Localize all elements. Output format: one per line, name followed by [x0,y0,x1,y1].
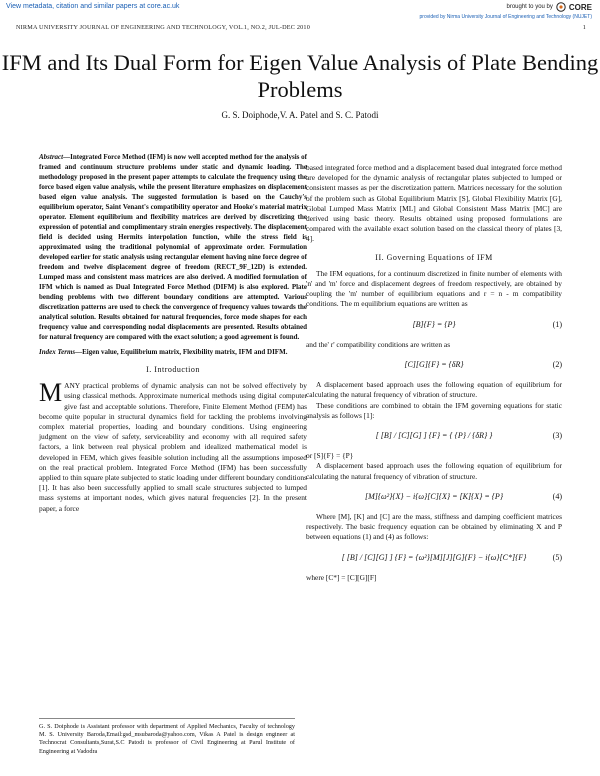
abstract-text: —Integrated Force Method (IFM) is now well accepted method for the analysis of framed and continuum structure problems under static and dynamic loading. The methodology proposed in the present paper attempts to calculate the frequency using the force based eigen value analysis, while the present literature emphasizes on displacement based eigen value analysis. The suggested formulation is based on the Cauchy's equilibrium operator, Saint Venant's compatibility operator and Hooke's material matrix operator. Element equilibrium and flexibility matrices are derived by discretizing the expression of potential and complimentary strain energies respectively. The displacement field is decided using Hermits interpolation function, while the stress field is approximated using the traditional polynomial of approximate order. Formulation developed earlier for static analysis using rectangular element having nine force degree of freedom and twelve displacement degree of freedom (RECT_9F_12D) is extended. Lumped mass and consistent mass matrices are also derived. A modified formulation of IFM which is named as Dual Integrated Force Method (DIFM) is also explored. Plate bending problems with two different boundary conditions are attempted. Various discretization patterns are used to check the convergence of frequency values towards the analytical solution. Results obtained for natural frequencies, force mode shapes for each frequency value and corresponding nodal displacements are presented. Results obtained for natural frequency are compared with the exact solution; a good agreement is found. [39,153,307,341]
paper-title: IFM and Its Dual Form for Eigen Value Analysis of Plate Bending Problems [1,50,599,102]
provided-by-link[interactable]: provided by Nirma University Journal of Engineering and Technology (NUJET) [419,14,592,20]
abstract-lead: Abstract [39,153,64,161]
equation-number: (2) [552,360,562,370]
equation-3 [306,431,562,441]
paragraph: where [C*] = [C][G][F] [306,572,377,582]
paragraph: These conditions are combined to obtain the IFM governing equations for static analysis as follows [1]: [306,400,562,420]
left-column [39,152,307,514]
equation-body: [ [B] / [C][G] ] {F} = {ω²}[M][J][G]{F} − i{ω}[C*]{F} [341,552,527,562]
equation-number: (5) [552,552,562,562]
introduction-paragraph [39,378,307,514]
page-number: 1 [582,24,586,31]
equation-5 [306,553,562,563]
equation-2 [306,360,562,370]
core-logo-icon [556,2,566,12]
section-heading: II. Governing Equations of IFM [375,252,493,262]
core-banner [0,0,600,14]
equation-4 [306,492,562,502]
equation-body: [B]{F} = {P} [412,319,456,329]
author-footnote: G. S. Doiphode is Assistant professor with department of Applied Mechanics, Faculty of technology M. S. University Baroda,Email:gsd_msubaroda@yahoo.com, Vikas A Patel is design engineer at Technocrat Consultants,Surat,S.C Patodi is professor of Civil Engineering at Parul Institute of Engineering at Vadodra [39,718,295,756]
abstract [39,152,307,342]
paragraph: or [S]{F} = {P} [306,451,354,461]
equation-number: (1) [552,319,562,329]
right-column [306,163,562,583]
paragraph: The IFM equations, for a continuum discretized in finite number of elements with 'n' and 'm' force and displacement degrees of freedom respectively, are obtained by coupling the 'm' number of equilibrium equations and r = n - m compatibility conditions. The m equilibrium equations are written as [306,268,562,309]
journal-name: NIRMA UNIVERSITY JOURNAL OF ENGINEERING AND TECHNOLOGY, VOL.1, NO.2, JUL-DEC 2010 [16,24,310,31]
view-metadata-link[interactable]: View metadata, citation and similar papers at core.ac.uk [6,3,180,10]
core-badge[interactable] [507,2,593,12]
paragraph: and the' r' compatibility conditions are written as [306,339,451,349]
drop-cap: M [39,378,63,408]
equation-body: [ [B] / [C][G] ] {F} = { {P} / {δR} } [375,431,493,441]
paragraph: A displacement based approach uses the following equation of equilibrium for calculating the natural frequency of vibration of structure. [306,380,562,400]
equation-body: [M]{ω²}{X} − i{ω}[C]{X} = [K]{X} = {P} [364,491,504,501]
index-terms [39,347,307,357]
equation-number: (3) [552,431,562,441]
index-terms-lead: Index Terms [39,348,76,356]
intro-text: ANY practical problems of dynamic analysis can not be solved effectively by using classical methods. Approximate numerical methods using digital computer give fast and acceptable solutions. Therefore, Finite Element Method (FEM) has become quite popular in structural dynamics field for tackling the problems involving complex material properties, loading and boundary conditions. Using engineering judgment on the view of safety, serviceability and economy with all required safety factors, a link between real physical problem and idealized mathematical model is developed in FEM, which gives feasible solution including all the assumptions imposed on the real practical problem. Integrated Force Method (IFM) has been successfully applied to thin square plate subjected to static loading under different boundary conditions [1]. It has also been successfully applied to small scale structures subjected to lumped mass systems at important nodes, which gives natural frequencies [2]. In the present paper, a force [39,381,307,513]
paragraph: Where [M], [K] and [C] are the mass, stiffness and damping coefficient matrices respectively. The basic frequency equation can be obtained by eliminating X and P between equations (1) and (4) as follows: [306,512,562,542]
index-terms-text: —Eigen value, Equilibrium matrix, Flexibility matrix, IFM and DIFM. [75,348,288,356]
paragraph: based integrated force method and a displacement based dual integrated force method are developed for the dynamic analysis of rectangular plates subjected to lumped or consistent masses as per the discretization pattern. Matrices necessary for the solution of the problem such as Global Equilibrium Matrix [S], Global Flexibility Matrix [G], Global Lumped Mass Matrix [ML] and Global Consistent Mass Matrix [MC] are derived using basic theory. Results obtained using proposed formulations are compared with the available exact solution based on the classical theory of plates [3, 4]. [306,163,562,244]
paragraph: A displacement based approach uses the following equation of equilibrium for calculating the natural frequency of vibration of structure. [306,461,562,481]
author-list: G. S. Doiphode,V. A. Patel and S. C. Patodi [221,110,379,120]
running-header [16,24,586,31]
equation-body: [C][G]{F} = {δR} [404,360,464,370]
core-wordmark: CORE [568,2,592,12]
introduction-heading: I. Introduction [146,365,200,374]
equation-1 [306,320,562,330]
brought-label: brought to you by [506,4,553,10]
equation-number: (4) [552,491,562,501]
